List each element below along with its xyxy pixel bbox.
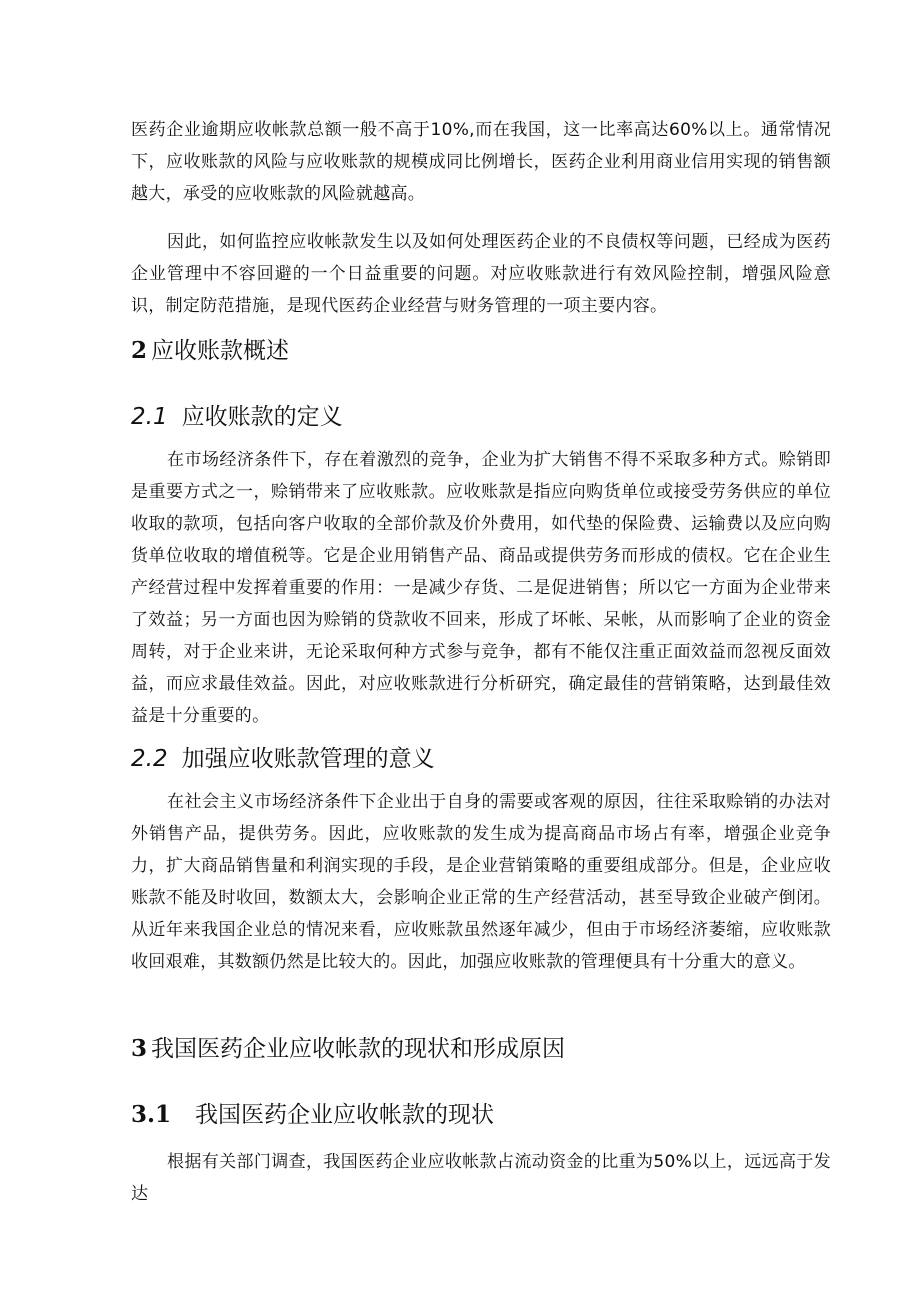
section-title: 我国医药企业应收帐款的现状和形成原因 [151,1036,566,1062]
heading-section-2 [131,336,831,366]
subsection-heading [131,1100,831,1130]
section-number: 2 [131,337,148,364]
subsection-heading [131,744,831,774]
section-title: 应收账款概述 [151,338,290,364]
paragraph-significance [131,786,831,978]
subsection-title: 应收账款的定义 [181,404,343,430]
paragraph-monitoring [131,226,831,322]
paragraph-text: 根据有关部门调查，我国医药企业应收帐款占流动资金的比重为50%以上，远远高于发达 [131,1152,831,1204]
section-heading [131,1034,831,1064]
heading-section-2-2 [131,744,831,774]
subsection-number: 2.2 [131,746,168,772]
heading-section-2-1 [131,402,831,432]
subsection-number: 3.1 [131,1101,172,1128]
paragraph-text: 在社会主义市场经济条件下企业出于自身的需要或客观的原因，往往采取赊销的办法对外销售产品，提供劳务。因此，应收账款的发生成为提高商品市场占有率，增强企业竞争力，扩大商品销售量和利润实现的手段，是企业营销策略的重要组成部分。但是，企业应收账款不能及时收回，数额太大，会影响企业正常的生产经营活动，甚至导致企业破产倒闭。从近年来我国企业总的情况来看，应收账款虽然逐年减少，但由于市场经济萎缩，应收账款收回艰难，其数额仍然是比较大的。因此，加强应收账款的管理便具有十分重大的意义。 [131,792,831,972]
subsection-title: 加强应收账款管理的意义 [181,746,435,772]
subsection-title: 我国医药企业应收帐款的现状 [195,1102,495,1128]
paragraph-text: 在市场经济条件下，存在着激烈的竞争，企业为扩大销售不得不采取多种方式。赊销即是重要方式之一，赊销带来了应收账款。应收账款是指应向购货单位或接受劳务供应的单位收取的款项，包括向客户收取的全部价款及价外费用，如代垫的保险费、运输费以及应向购货单位收取的增值税等。它是企业用销售产品、商品或提供劳务而形成的债权。它在企业生产经营过程中发挥着重要的作用：一是减少存货、二是促进销售；所以它一方面为企业带来了效益；另一方面也因为赊销的贷款收不回来，形成了坏帐、呆帐，从而影响了企业的资金周转，对于企业来讲，无论采取何种方式参与竞争，都有不能仅注重正面效益而忽视反面效益，而应求最佳效益。因此，对应收账款进行分析研究，确定最佳的营销策略，达到最佳效益是十分重要的。 [131,450,831,726]
subsection-number: 2.1 [131,404,168,430]
paragraph-text: 因此，如何监控应收帐款发生以及如何处理医药企业的不良债权等问题，已经成为医药企业管理中不容回避的一个日益重要的问题。对应收账款进行有效风险控制，增强风险意识，制定防范措施，是现代医药企业经营与财务管理的一项主要内容。 [131,232,831,316]
paragraph-overdue-receivables [131,114,831,210]
subsection-heading [131,402,831,432]
paragraph-current-status [131,1146,831,1210]
section-heading [131,336,831,366]
paragraph-definition [131,444,831,732]
paragraph-text: 医药企业逾期应收帐款总额一般不高于10%,而在我国，这一比率高达60%以上。通常情况下，应收账款的风险与应收账款的规模成同比例增长，医药企业利用商业信用实现的销售额越大，承受的应收账款的风险就越高。 [131,120,831,204]
heading-section-3 [131,1034,831,1064]
heading-section-3-1 [131,1100,831,1130]
section-number: 3 [131,1035,148,1062]
